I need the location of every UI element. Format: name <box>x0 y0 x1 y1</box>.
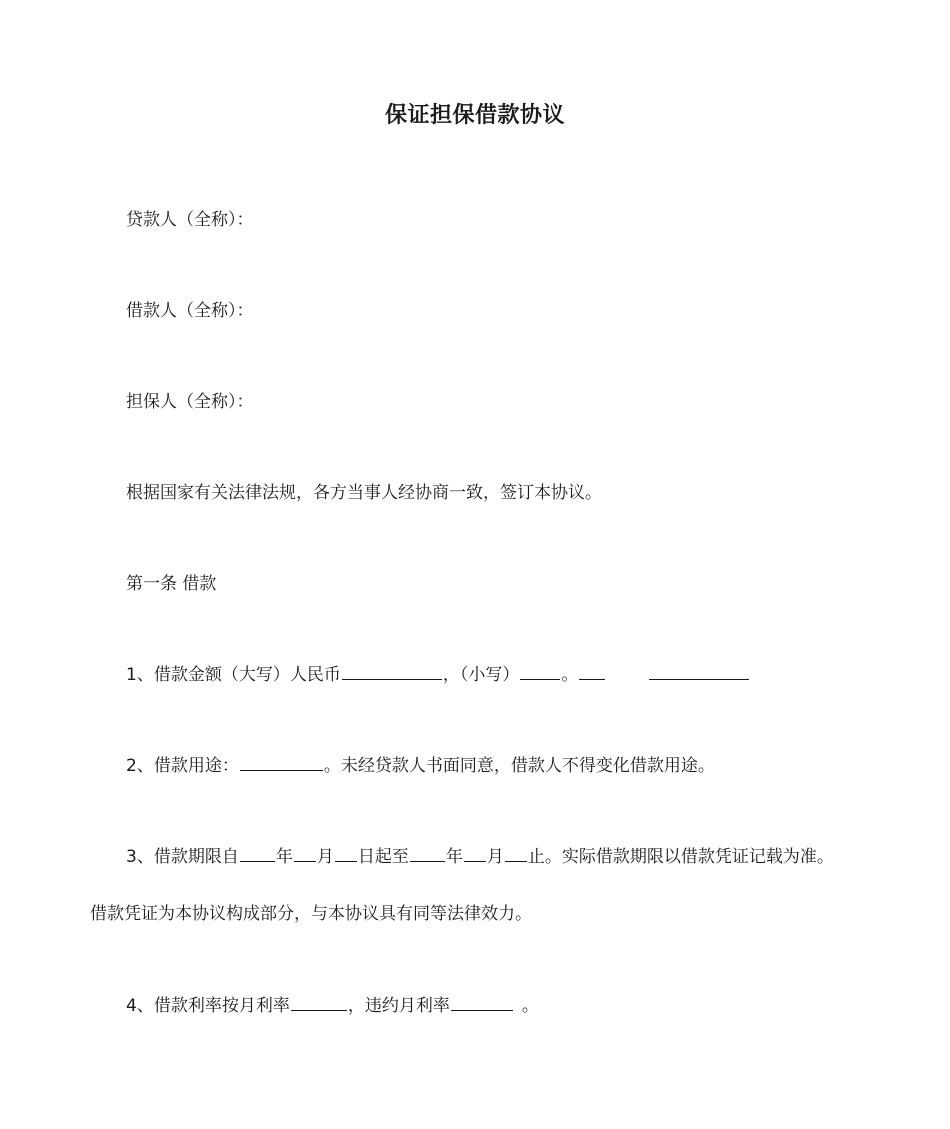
clause3-text-b: 止。实际借款期限以借款凭证记载为准。 <box>527 847 834 867</box>
loan-purpose-blank <box>240 754 323 771</box>
clause1-line <box>126 663 750 687</box>
clause3-month2: 月 <box>486 847 504 867</box>
clause3-line <box>126 845 834 869</box>
end-year-blank <box>410 845 445 862</box>
clause4-line <box>126 994 539 1018</box>
lender-label: 贷款人（全称）： <box>126 210 254 230</box>
article1-heading: 第一条 借款 <box>126 574 217 594</box>
preamble-text: 根据国家有关法律法规，各方当事人经协商一致，签订本协议。 <box>126 483 602 503</box>
clause4-text-a: 4、借款利率按月利率 <box>126 996 290 1016</box>
clause1-text-b: ，（小写） <box>442 665 520 685</box>
amount-numeral-blank <box>520 663 560 680</box>
clause3-continuation: 借款凭证为本协议构成部分，与本协议具有同等法律效力。 <box>90 904 532 924</box>
clause1-text-c: 。 <box>561 665 579 685</box>
clause4-text-c: 。 <box>521 996 539 1016</box>
start-year-blank <box>240 845 275 862</box>
clause3-month1: 月 <box>316 847 334 867</box>
end-day-blank <box>505 845 527 862</box>
clause2-line <box>126 754 715 778</box>
clause3-year1: 年 <box>275 847 293 867</box>
clause2-text-b: 。未经贷款人书面同意，借款人不得变化借款用途。 <box>323 756 715 776</box>
clause1-text-a: 1、借款金额（大写）人民币 <box>126 665 341 685</box>
clause3-day1: 日起至 <box>357 847 409 867</box>
start-month-blank <box>294 845 316 862</box>
end-month-blank <box>464 845 486 862</box>
guarantor-label: 担保人（全称）： <box>126 392 254 412</box>
clause4-text-b: ，违约月利率 <box>347 996 450 1016</box>
clause2-text-a: 2、借款用途： <box>126 756 239 776</box>
monthly-rate-blank <box>291 994 347 1011</box>
document-title: 保证担保借款协议 <box>384 103 565 128</box>
default-rate-blank <box>451 994 513 1011</box>
clause1-blank-extra-1 <box>579 663 605 680</box>
clause3-year2: 年 <box>445 847 463 867</box>
borrower-label: 借款人（全称）： <box>126 301 254 321</box>
amount-capital-blank <box>342 663 442 680</box>
clause3-text-a: 3、借款期限自 <box>126 847 239 867</box>
start-day-blank <box>335 845 357 862</box>
clause1-blank-extra-2 <box>649 663 749 680</box>
